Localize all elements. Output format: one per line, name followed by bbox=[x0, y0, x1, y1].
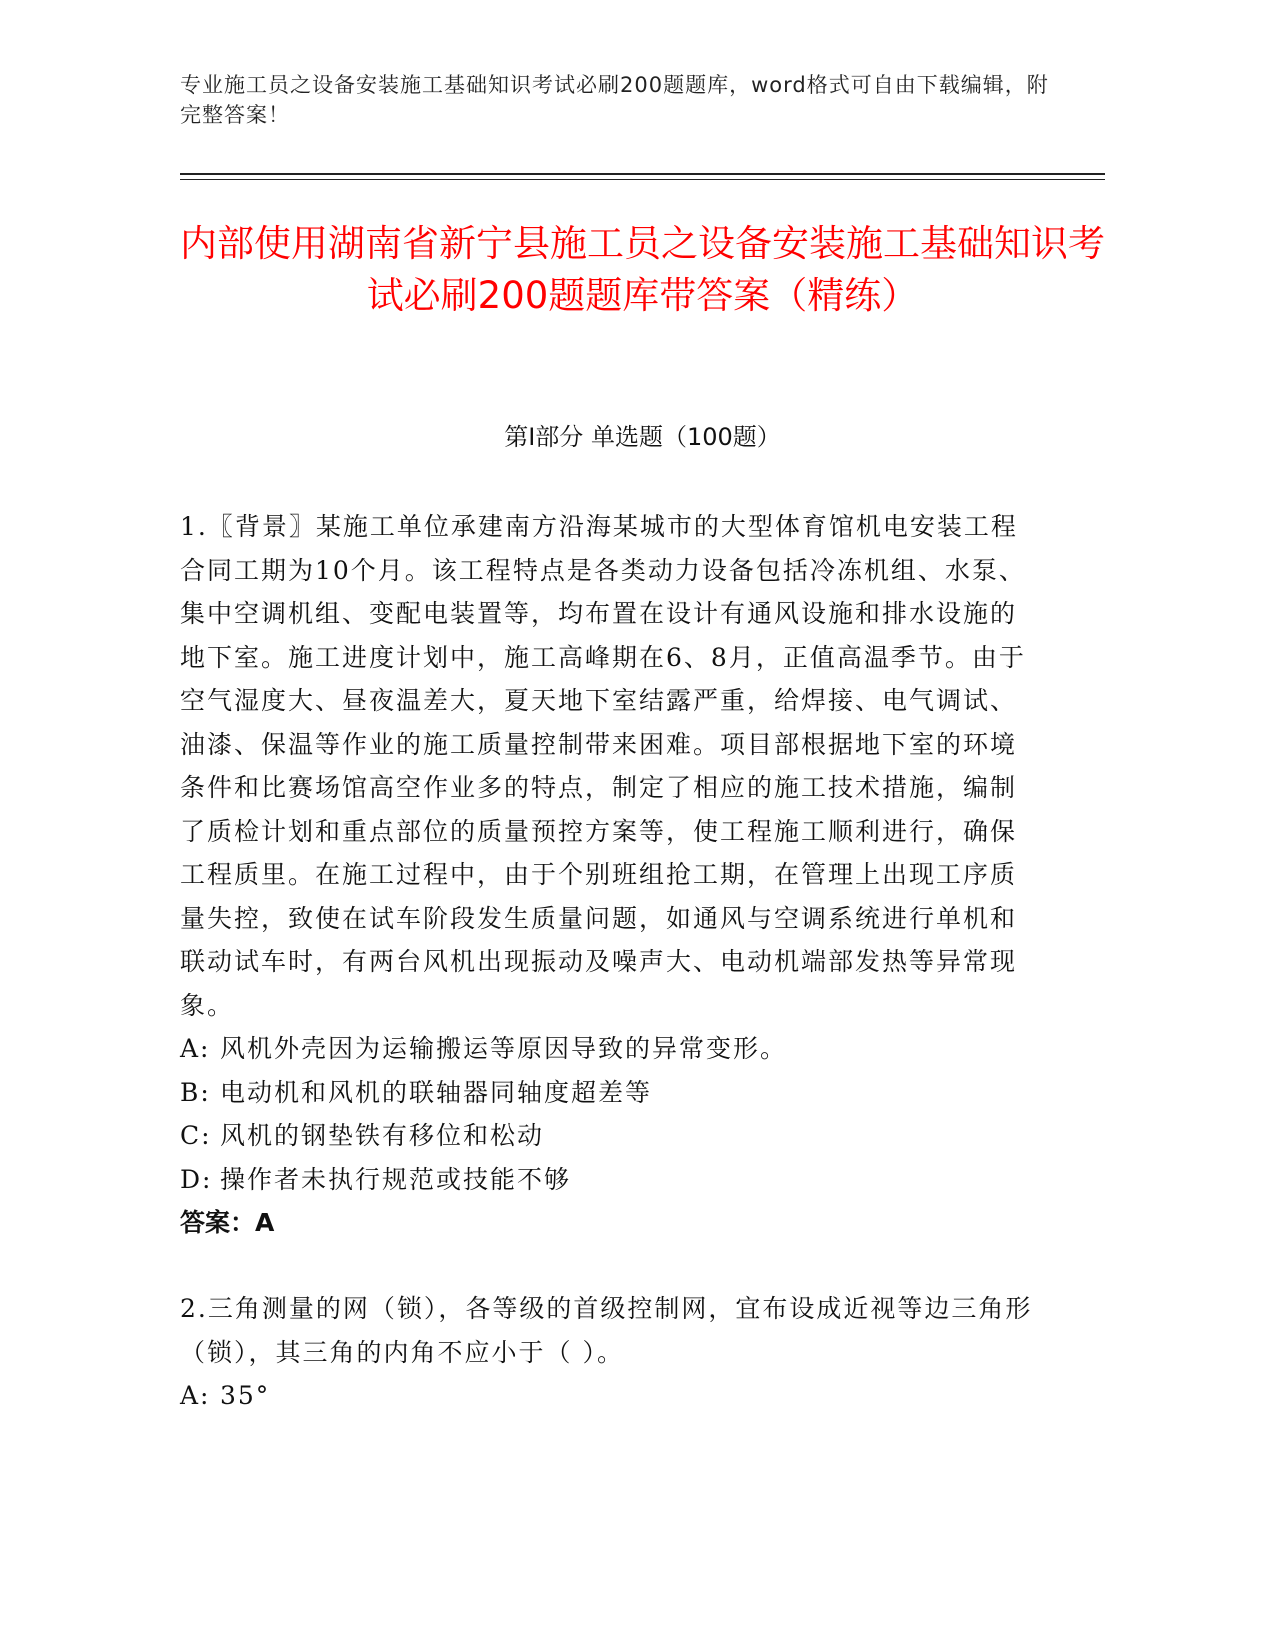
question-1-option-b bbox=[180, 1071, 1040, 1115]
option-key: A: bbox=[180, 1034, 211, 1063]
question-2 bbox=[180, 1287, 1040, 1418]
header-divider-thin bbox=[180, 179, 1105, 180]
document-title: 内部使用湖南省新宁县施工员之设备安装施工基础知识考试必刷200题题库带答案（精练） bbox=[180, 222, 1105, 317]
question-1-text: 1.〖背景〗某施工单位承建南方沿海某城市的大型体育馆机电安装工程合同工期为10个月。该工程特点是各类动力设备包括冷冻机组、水泵、集中空调机组、变配电装置等，均布置在设计有通风设施和排水设施的地下室。施工进度计划中，施工高峰期在6、8月，正值高温季节。由于空气湿度大、昼夜温差大，夏天地下室结露严重，给焊接、电气调试、油漆、保温等作业的施工质量控制带来困难。项目部根据地下室的环境条件和比赛场馆高空作业多的特点，制定了相应的施工技术措施，编制了质检计划和重点部位的质量预控方案等，使工程施工顺利进行，确保工程质里。在施工过程中，由于个别班组抢工期，在管理上出现工序质量失控，致使在试车阶段发生质量问题，如通风与空调系统进行单机和联动试车时，有两台风机出现振动及噪声大、电动机端部发热等异常现象。 bbox=[180, 512, 1026, 1020]
question-1-option-a bbox=[180, 1027, 1040, 1071]
option-key: B: bbox=[180, 1077, 211, 1107]
section-title: 第I部分 单选题（100题） bbox=[504, 423, 781, 451]
question-1-option-c bbox=[180, 1114, 1040, 1158]
question-2-text: 2.三角测量的网（锁），各等级的首级控制网，宜布设成近视等边三角形（锁），其三角的内角不应小于（ ）。 bbox=[180, 1294, 1033, 1367]
question-1-option-d bbox=[180, 1158, 1040, 1202]
option-text: 风机外壳因为运输搬运等原因导致的异常变形。 bbox=[220, 1034, 788, 1063]
question-1-answer: 答案：A bbox=[180, 1208, 275, 1237]
option-key: D: bbox=[180, 1164, 213, 1194]
header-description: 专业施工员之设备安装施工基础知识考试必刷200题题库，word格式可自由下载编辑，附完整答案！ bbox=[180, 73, 1049, 127]
question-1 bbox=[180, 505, 1040, 1245]
option-key: C: bbox=[180, 1121, 212, 1150]
option-text: 操作者未执行规范或技能不够 bbox=[220, 1164, 572, 1194]
option-text: 电动机和风机的联轴器同轴度超差等 bbox=[220, 1077, 653, 1107]
option-text: 35° bbox=[220, 1381, 271, 1410]
option-text: 风机的钢垫铁有移位和松动 bbox=[220, 1121, 545, 1150]
option-key: A: bbox=[180, 1381, 211, 1410]
header-divider-thick bbox=[180, 173, 1105, 175]
question-2-option-a bbox=[180, 1374, 1040, 1418]
